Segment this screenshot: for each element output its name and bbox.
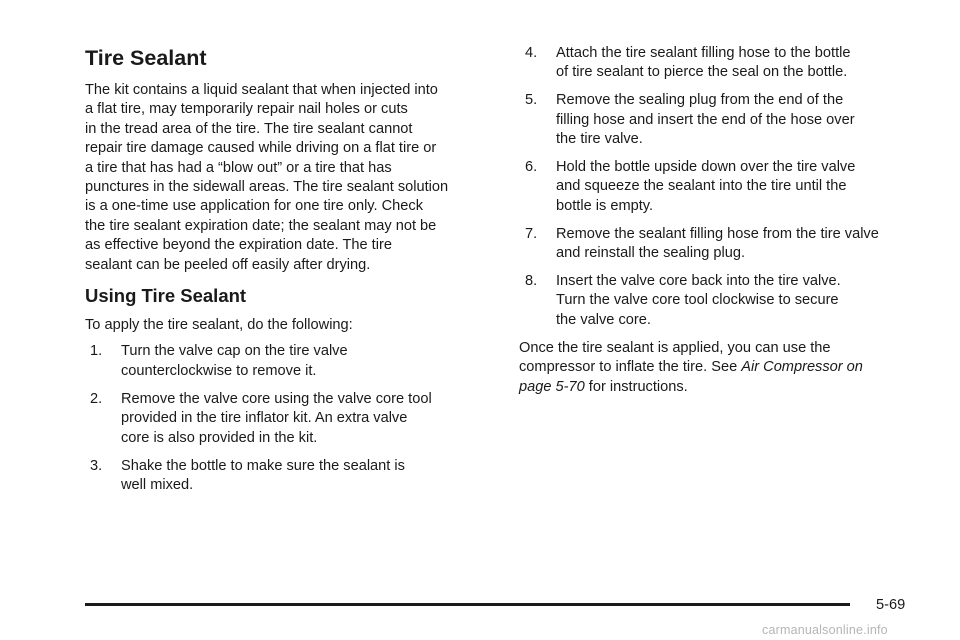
- steps-intro: To apply the tire sealant, do the following:: [85, 317, 353, 334]
- step-number: 8.: [525, 273, 538, 290]
- step-text: Shake the bottle to make sure the sealant is well mixed.: [121, 457, 405, 493]
- closing-text-before: Once the tire sealant is applied, you can use the compressor to inflate the tire. See: [519, 339, 831, 376]
- list-item: [525, 44, 919, 83]
- step-text: Hold the bottle upside down over the tire valve and squeeze the sealant into the tire until the bottle is empty.: [556, 159, 856, 214]
- list-item: [525, 158, 919, 216]
- list-item: [90, 342, 505, 381]
- list-item: [90, 457, 505, 496]
- section-title: Tire Sealant: [85, 46, 207, 70]
- step-text: Attach the tire sealant filling hose to the bottle of tire sealant to pierce the seal on the bottle.: [556, 45, 851, 81]
- step-text: Insert the valve core back into the tire valve. Turn the valve core tool clockwise to secure the valve core.: [556, 273, 841, 328]
- list-item: [90, 390, 505, 448]
- right-column: [519, 44, 919, 397]
- intro-paragraph: The kit contains a liquid sealant that when injected into a flat tire, may temporarily repair nail holes or cuts in the tread area of the tire. The tire sealant cannot repair tire damage caused while driving on a flat tire or a tire that has had a “blow out” or a tire that has punctures in the sidewall areas. The tire sealant solution is a one-time use application for one tire only. Check the tire sealant expiration date; the sealant may not be as effective beyond the expiration date. The tire sealant can be peeled off easily after drying.: [85, 82, 449, 273]
- list-item: [525, 225, 919, 264]
- step-number: 1.: [90, 343, 103, 360]
- step-number: 6.: [525, 159, 538, 176]
- list-item: [525, 272, 919, 330]
- step-text: Remove the valve core using the valve core tool provided in the tire inflator kit. An extra valve core is also provided in the kit.: [121, 390, 432, 446]
- cross-reference-link[interactable]: Air Compressor on page 5-70: [519, 359, 863, 395]
- step-text: Remove the sealant filling hose from the tire valve and reinstall the sealing plug.: [556, 225, 879, 262]
- page-number: 5-69: [876, 597, 906, 613]
- step-text: Remove the sealing plug from the end of the filling hose and insert the end of the hose over the tire valve.: [556, 92, 855, 148]
- subsection-title: Using Tire Sealant: [85, 285, 247, 307]
- step-number: 2.: [90, 390, 103, 407]
- footer-rule: [85, 603, 850, 606]
- step-number: 7.: [525, 225, 538, 242]
- steps-list-left: [85, 342, 505, 495]
- steps-list-right: [519, 44, 919, 330]
- step-number: 5.: [525, 92, 538, 109]
- step-text: Turn the valve cap on the tire valve counterclockwise to remove it.: [121, 343, 348, 379]
- watermark: carmanualsonline.info: [762, 623, 888, 637]
- step-number: 3.: [90, 457, 103, 474]
- left-column: [85, 44, 505, 504]
- list-item: [525, 91, 919, 149]
- closing-text-after: for instructions.: [584, 378, 688, 395]
- step-number: 4.: [525, 45, 538, 61]
- closing-paragraph: [519, 339, 919, 397]
